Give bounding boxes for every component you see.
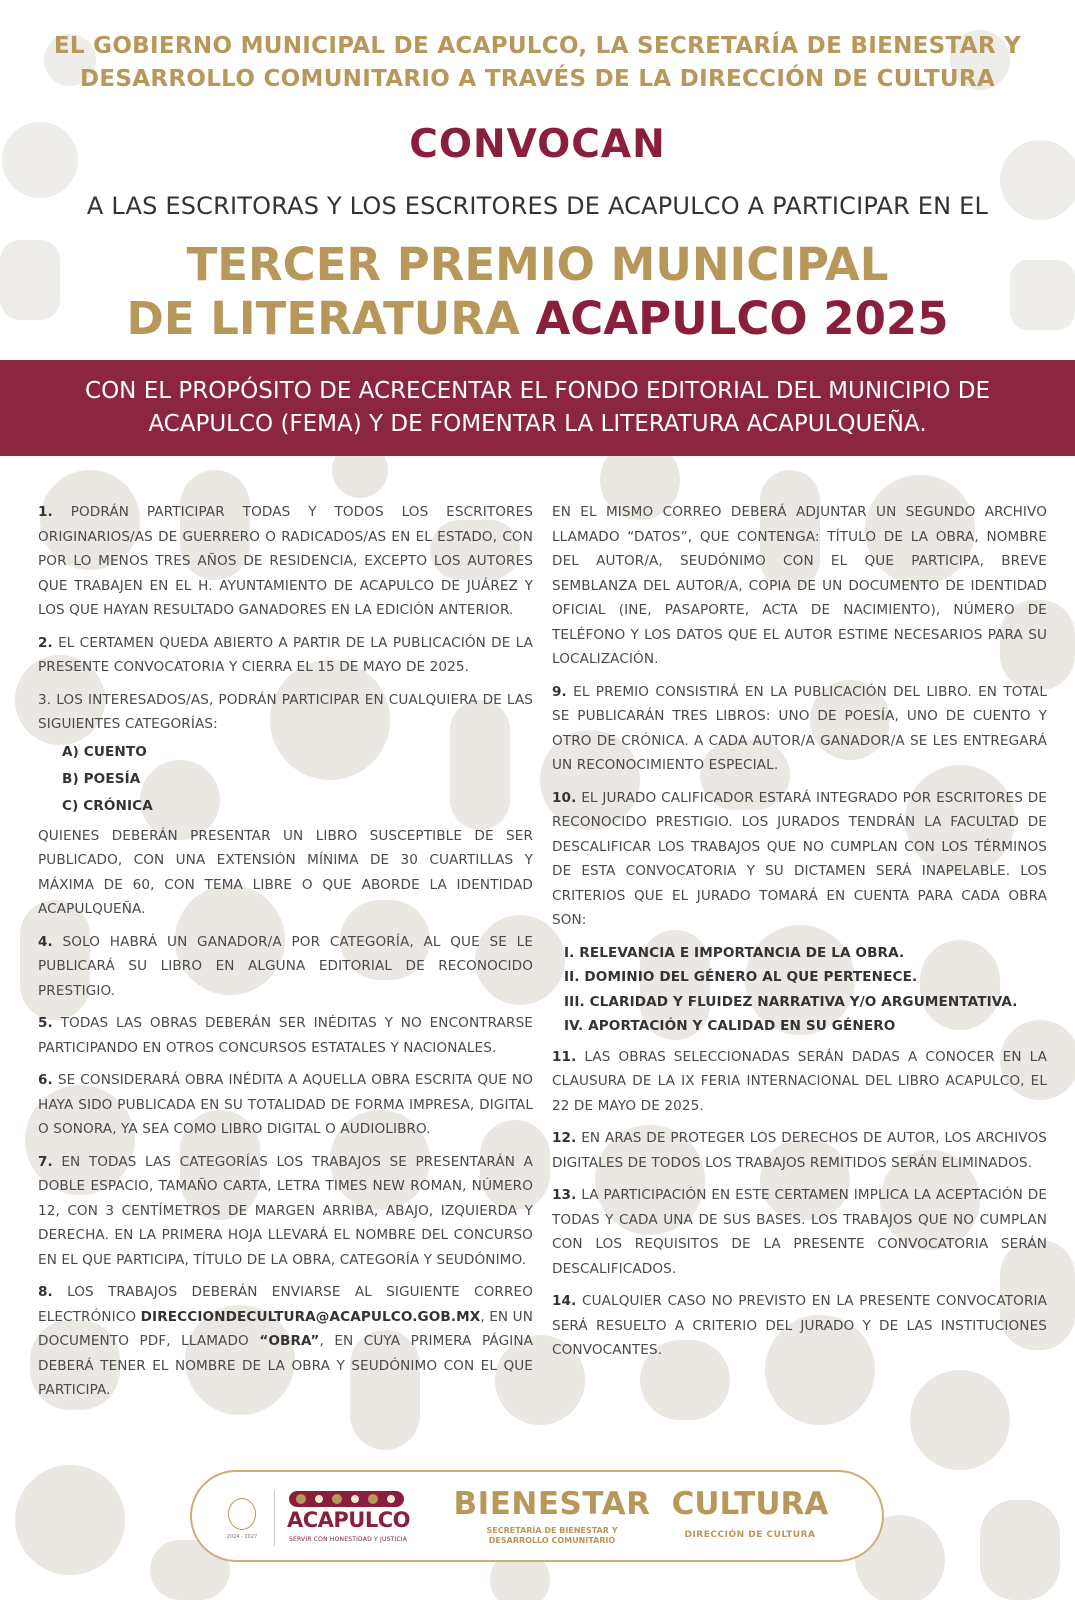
base-number: 10. [552, 789, 577, 806]
acapulco-tagline: SERVIR CON HONESTIDAD Y JUSTICIA [289, 1536, 408, 1543]
base-number: 6. [38, 1072, 53, 1088]
purpose-line-2: ACAPULCO (FEMA) Y DE FOMENTAR LA LITERATURA ACAPULQUEÑA. [148, 411, 927, 437]
purpose-line-1: CON EL PROPÓSITO DE ACRECENTAR EL FONDO EDITORIAL DEL MUNICIPIO DE [85, 378, 990, 404]
organizers-line-2: DESARROLLO COMUNITARIO A TRAVÉS DE LA DIRECCIÓN DE CULTURA [79, 66, 996, 92]
invite-line: A LAS ESCRITORAS Y LOS ESCRITORES DE ACAPULCO A PARTICIPAR EN EL [86, 192, 989, 220]
base-text: EN ARAS DE PROTEGER LOS DERECHOS DE AUTOR, LOS ARCHIVOS DIGITALES DE TODOS LOS TRABAJOS REMITIDOS SERÁN ELIMINADOS. [552, 1130, 1047, 1171]
base-number: 9. [552, 683, 567, 700]
base-text: PODRÁN PARTICIPAR TODAS Y TODOS LOS ESCRITORES ORIGINARIOS/AS DE GUERRERO O RADICADOS/AS EN EL ESTADO, CON POR LO MENOS TRES AÑOS DE RESIDENCIA, EXCEPTO LOS AUTORES QUE TRABAJEN EN EL H. AYUNTAMIENTO DE ACAPULCO DE JUÁREZ Y LOS QUE HAYAN RESULTADO GANADORES EN LA EDICIÓN ANTERIOR. [38, 504, 534, 618]
base-text: CUALQUIER CASO NO PREVISTO EN LA PRESENTE CONVOCATORIA SERÁ RESUELTO A CRITERIO DEL JURADO Y DE LAS INSTITUCIONES CONVOCANTES. [552, 1293, 1047, 1358]
base-text: LOS TRABAJOS DEBERÁN ENVIARSE AL SIGUIENTE CORREO ELECTRÓNICO [38, 1284, 533, 1325]
base-1 [38, 500, 533, 623]
base-text: EN EL MISMO CORREO DEBERÁ ADJUNTAR UN SEGUNDO ARCHIVO LLAMADO “DATOS”, QUE CONTENGA: TÍTULO DE LA OBRA, NOMBRE DEL AUTOR/A, SEUDÓNIMO CON EL QUE PARTICIPA, BREVE SEMBLANZA DEL AUTOR/A, COPIA DE UN DOCUMENTO DE IDENTIDAD OFICIAL (INE, PASAPORTE, ACTA DE NACIMIENTO), NÚMERO DE TELÉFONO Y LOS DATOS QUE EL AUTOR ESTIME NECESARIOS PARA SU LOCALIZACIÓN. [552, 504, 1047, 667]
cultura-name: CULTURA [671, 1486, 829, 1522]
base-4 [38, 930, 533, 1004]
base-13 [552, 1183, 1047, 1281]
award-title-line-2 [0, 292, 1075, 346]
base-text: SE CONSIDERARÁ OBRA INÉDITA A AQUELLA OBRA ESCRITA QUE NO HAYA SIDO PUBLICADA EN SU TOTALIDAD DE FORMA IMPRESA, DIGITAL O SONORA, YA SEA COMO LIBRO DIGITAL O AUDIOLIBRO. [38, 1072, 533, 1137]
purpose-band [0, 360, 1075, 456]
sponsor-logos-bar [190, 1470, 884, 1562]
category-cuento: A) CUENTO [62, 743, 147, 760]
base-text: , EN UN DOCUMENTO PDF, LLAMADO [38, 1308, 534, 1349]
base-number: 12. [552, 1130, 577, 1146]
base-8 [38, 1280, 533, 1403]
categories-list [38, 739, 533, 820]
base-number: 1. [38, 504, 53, 520]
award-title [0, 238, 1075, 346]
organizers-heading [40, 30, 1035, 96]
bienestar-subtitle [460, 1526, 644, 1546]
base-number: 2. [38, 634, 53, 651]
award-title-line-2-a: DE LITERATURA [126, 292, 520, 345]
base-5 [38, 1011, 533, 1060]
base-number: 7. [38, 1153, 53, 1170]
bienestar-sub-line-2: DESARROLLO COMUNITARIO [488, 1536, 616, 1545]
award-title-line-2-b: ACAPULCO 2025 [535, 292, 949, 345]
bases-right-column [552, 500, 1047, 1371]
criterion-1: I. RELEVANCIA E IMPORTANCIA DE LA OBRA. [564, 944, 905, 961]
base-text: , EN CUYA PRIMERA PÁGINA DEBERÁ TENER EL NOMBRE DE LA OBRA Y SEUDÓNIMO CON EL QUE PARTICIPA. [38, 1333, 533, 1398]
criterion-3: III. CLARIDAD Y FLUIDEZ NARRATIVA Y/O ARGUMENTATIVA. [564, 993, 1018, 1010]
municipal-seal-icon [228, 1498, 256, 1530]
acapulco-emblem-icon [287, 1488, 412, 1510]
base-text: EL PREMIO CONSISTIRÁ EN LA PUBLICACIÓN DEL LIBRO. EN TOTAL SE PUBLICARÁN TRES LIBROS: UNO DE POESÍA, UNO DE CUENTO Y OTRO DE CRÓNICA. A CADA AUTOR/A GANADOR/A SE LES ENTREGARÁ UN RECONOCIMIENTO ESPECIAL. [552, 683, 1047, 773]
base-text: LA PARTICIPACIÓN EN ESTE CERTAMEN IMPLICA LA ACEPTACIÓN DE TODAS Y CADA UNA DE SUS BASES. LOS TRABAJOS QUE NO CUMPLAN CON LOS REQUISITOS DE LA PRESENTE CONVOCATORIA SERÁN DESCALIFICADOS. [552, 1187, 1048, 1277]
criterion-4: IV. APORTACIÓN Y CALIDAD EN SU GÉNERO [564, 1018, 896, 1034]
base-6 [38, 1068, 533, 1142]
base-9 [552, 680, 1047, 778]
base-2 [38, 631, 533, 680]
contact-email-link[interactable]: DIRECCIONDECULTURA@ACAPULCO.GOB.MX [140, 1308, 481, 1325]
bienestar-name: BIENESTAR [453, 1486, 651, 1522]
base-text: QUIENES DEBERÁN PRESENTAR UN LIBRO SUSCEPTIBLE DE SER PUBLICADO, CON UNA EXTENSIÓN MÍNIMA DE 30 CUARTILLAS Y MÁXIMA DE 60, CON TEMA LIBRE O QUE ABORDE LA IDENTIDAD ACAPULQUEÑA. [38, 827, 533, 917]
base-number: 13. [552, 1187, 577, 1203]
base-14 [552, 1289, 1047, 1363]
base-11 [552, 1045, 1047, 1119]
obra-filename: “OBRA” [259, 1333, 320, 1349]
base-text: 3. LOS INTERESADOS/AS, PODRÁN PARTICIPAR EN CUALQUIERA DE LAS SIGUIENTES CATEGORÍAS: [38, 691, 533, 732]
criterion-2: II. DOMINIO DEL GÉNERO AL QUE PERTENECE. [564, 969, 918, 985]
base-text: LAS OBRAS SELECCIONADAS SERÁN DADAS A CONOCER EN LA CLAUSURA DE LA IX FERIA INTERNACIONAL DEL LIBRO ACAPULCO, EL 22 DE MAYO DE 2025. [552, 1048, 1047, 1114]
base-12 [552, 1126, 1047, 1175]
base-number: 4. [38, 933, 53, 950]
base-text: EL CERTAMEN QUEDA ABIERTO A PARTIR DE LA PUBLICACIÓN DE LA PRESENTE CONVOCATORIA Y CIERRA EL 15 DE MAYO DE 2025. [38, 634, 534, 675]
category-poesia: B) POESÍA [62, 770, 141, 787]
base-text: SOLO HABRÁ UN GANADOR/A POR CATEGORÍA, AL QUE SE LE PUBLICARÁ SU LIBRO EN ALGUNA EDITORIAL DE RECONOCIDO PRESTIGIO. [38, 933, 534, 999]
base-number: 5. [38, 1015, 53, 1031]
base-text: EN TODAS LAS CATEGORÍAS LOS TRABAJOS SE PRESENTARÁN A DOBLE ESPACIO, TAMAÑO CARTA, LETRA TIMES NEW ROMAN, NÚMERO 12, CON 3 CENTÍMETROS DE MARGEN ARRIBA, ABAJO, IZQUIERDA Y DERECHA. EN LA PRIMERA HOJA LLEVARÁ EL NOMBRE DEL CONCURSO EN EL QUE PARTICIPA, TÍTULO DE LA OBRA, CATEGORÍA Y SEUDÓNIMO. [38, 1153, 533, 1268]
base-10 [552, 786, 1047, 933]
base-3 [38, 688, 533, 737]
organizers-line-1: EL GOBIERNO MUNICIPAL DE ACAPULCO, LA SECRETARÍA DE BIENESTAR Y [53, 33, 1022, 59]
base-text: TODAS LAS OBRAS DEBERÁN SER INÉDITAS Y NO ENCONTRARSE PARTICIPANDO EN OTROS CONCURSOS ESTATALES Y NACIONALES. [38, 1015, 533, 1056]
category-cronica: C) CRÓNICA [62, 797, 153, 814]
bases-left-column [38, 500, 533, 1411]
base-3-continued [38, 824, 533, 922]
base-number: 14. [552, 1293, 577, 1309]
acapulco-logo [287, 1488, 412, 1548]
base-number: 11. [552, 1048, 577, 1065]
base-number: 8. [38, 1284, 53, 1300]
base-7 [38, 1150, 533, 1273]
convocan-heading: CONVOCAN [409, 122, 666, 167]
base-text: EL JURADO CALIFICADOR ESTARÁ INTEGRADO POR ESCRITORES DE RECONOCIDO PRESTIGIO. LOS JURADOS TENDRÁN LA FACULTAD DE DESCALIFICAR LOS TRABAJOS QUE NO CUMPLAN CON LOS TÉRMINOS DE ESTA CONVOCATORIA Y SU DICTAMEN SERÁ INAPELABLE. LOS CRITERIOS QUE EL JURADO TOMARÁ EN CUENTA PARA CADA OBRA SON: [552, 789, 1047, 928]
acapulco-name: ACAPULCO [287, 1508, 411, 1532]
criteria-list [552, 941, 1047, 1039]
base-8-continued [552, 500, 1047, 672]
award-title-line-1: TERCER PREMIO MUNICIPAL [186, 238, 889, 291]
bienestar-sub-line-1: SECRETARÍA DE BIENESTAR Y [486, 1526, 618, 1535]
logo-divider [274, 1490, 275, 1546]
seal-years: 2024 - 2027 [226, 1534, 258, 1540]
cultura-subtitle: DIRECCIÓN DE CULTURA [684, 1530, 816, 1540]
